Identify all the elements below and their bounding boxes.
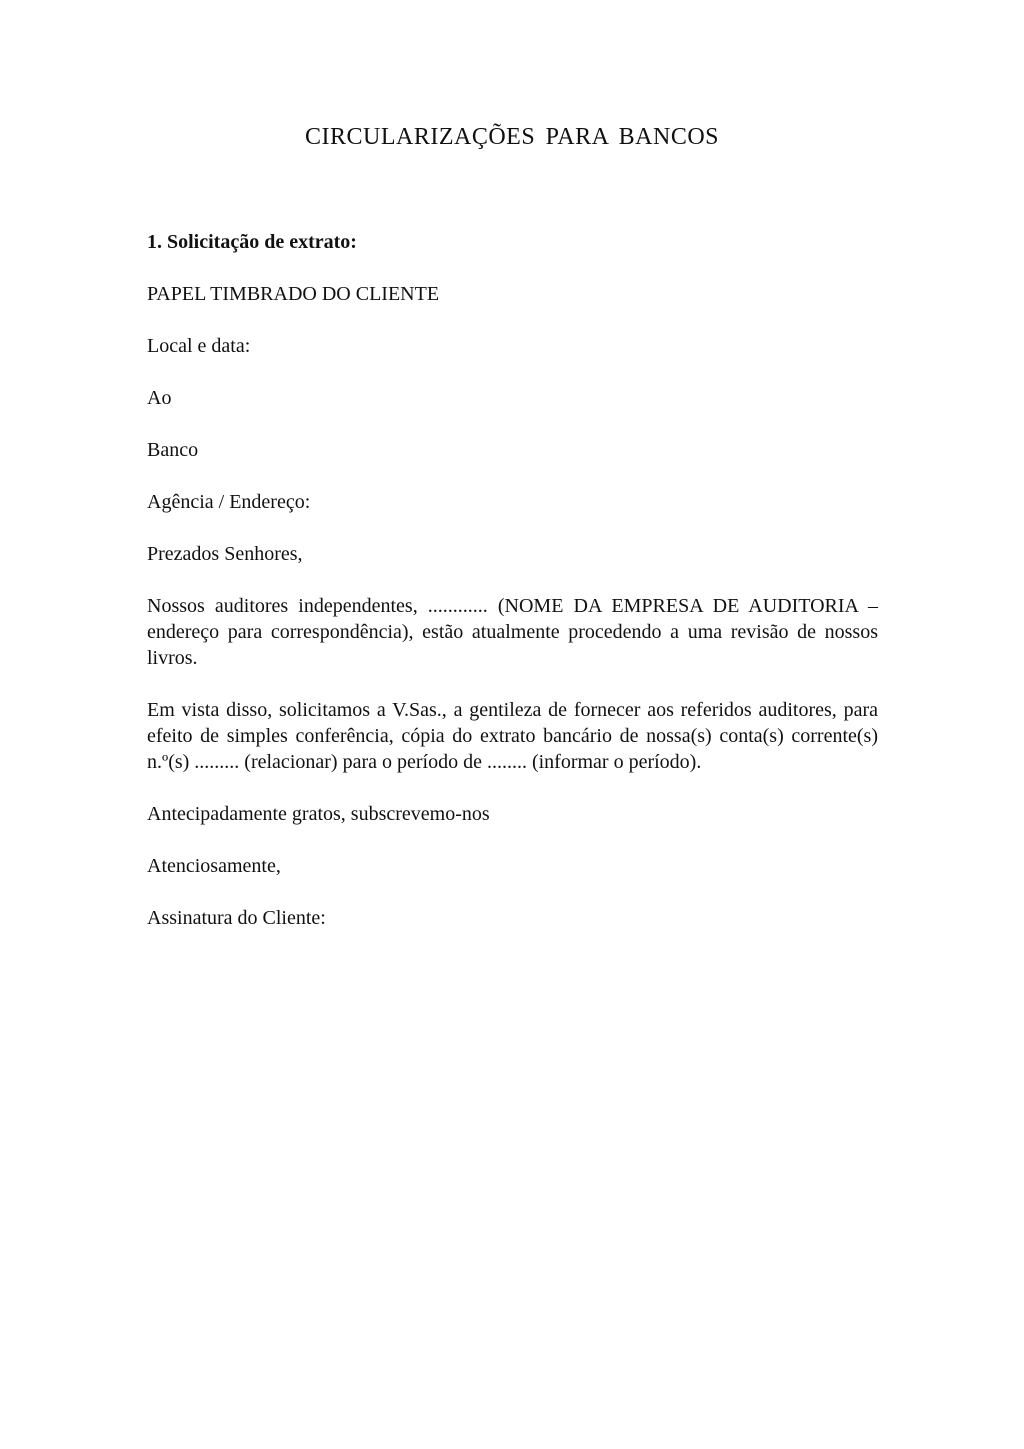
- signature-line: Assinatura do Cliente:: [147, 907, 326, 929]
- document-body: [147, 229, 878, 957]
- recipient-prefix: Ao: [147, 387, 172, 409]
- branch-address-line: Agência / Endereço:: [147, 491, 311, 513]
- paragraph-auditors: Nossos auditores independentes, ............ (NOME DA EMPRESA DE AUDITORIA – endereço para correspondência), estão atualmente procedendo a uma revisão de nossos livros.: [147, 595, 878, 669]
- salutation: Prezados Senhores,: [147, 543, 303, 565]
- section-heading: 1. Solicitação de extrato:: [147, 231, 357, 253]
- bank-line: Banco: [147, 439, 199, 461]
- thanks-line: Antecipadamente gratos, subscrevemo-nos: [147, 803, 490, 825]
- paragraph-request: Em vista disso, solicitamos a V.Sas., a gentileza de fornecer aos referidos auditores, para efeito de simples conferência, cópia do extrato bancário de nossa(s) conta(s) corrente(s) n.º(s) ......... (relacionar) para o período de ........ (informar o período).: [147, 699, 878, 773]
- letterhead-line: PAPEL TIMBRADO DO CLIENTE: [147, 283, 440, 305]
- place-date-line: Local e data:: [147, 335, 251, 357]
- closing-line: Atenciosamente,: [147, 855, 281, 877]
- document-title: CIRCULARIZAÇÕES PARA BANCOS: [304, 124, 720, 150]
